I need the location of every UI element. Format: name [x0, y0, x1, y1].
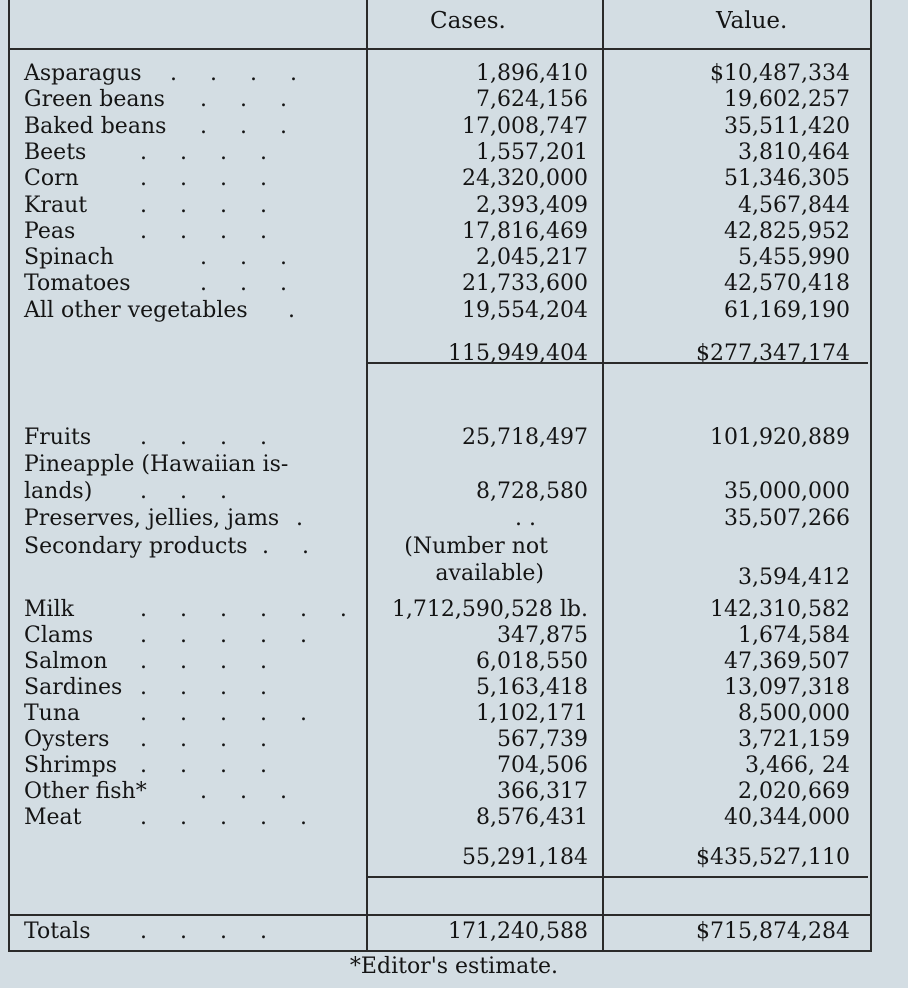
cases-cell: 7,624,156 [476, 87, 588, 112]
row-label: Fruits [24, 425, 92, 450]
leader-dots: . . . . [140, 425, 267, 450]
leader-dots: . . . [200, 245, 287, 270]
cases-cell: 2,393,409 [476, 193, 588, 218]
value-cell: $10,487,334 [710, 61, 850, 86]
value-cell: 42,825,952 [724, 219, 850, 244]
cases-cell: 17,816,469 [462, 219, 588, 244]
row-label: Shrimps [24, 753, 118, 778]
row-label: Kraut [24, 193, 88, 218]
value-cell: 61,169,190 [724, 298, 850, 323]
leader-dots: . . . . [140, 675, 267, 700]
row-label: lands) [24, 479, 93, 504]
footnote: *Editor's estimate. [349, 954, 559, 979]
cases-cell: 55,291,184 [462, 845, 588, 870]
vegetable-row [0, 270, 870, 298]
row-label: Corn [24, 166, 79, 191]
value-cell: 3,810,464 [738, 140, 850, 165]
value-cell: 19,602,257 [724, 87, 850, 112]
value-cell: 142,310,582 [710, 597, 850, 622]
others-subtotal-row [0, 844, 870, 872]
row-label: Beets [24, 140, 87, 165]
vegetable-row [0, 113, 870, 141]
cases-cell: 704,506 [497, 753, 588, 778]
row-label: Baked beans [24, 114, 167, 139]
cases-cell: 115,949,404 [448, 341, 588, 366]
vegetable-row [0, 297, 870, 325]
header-rule [8, 48, 870, 50]
leader-dots: . . . [200, 271, 287, 296]
row-label: Asparagus [24, 61, 142, 86]
row-label: Spinach [24, 245, 114, 270]
value-cell: 42,570,418 [724, 271, 850, 296]
leader-dots: . . . . . [140, 805, 307, 830]
value-cell: 3,721,159 [738, 727, 850, 752]
vegetable-row [0, 165, 870, 193]
row-label: Peas [24, 219, 76, 244]
leader-dots: . . . . [140, 140, 267, 165]
cases-cell: 24,320,000 [462, 166, 588, 191]
row-label: Tuna [24, 701, 81, 726]
other-product-row [0, 505, 870, 533]
other-product-row [0, 648, 870, 676]
other-product-row [0, 726, 870, 754]
leader-dots: . . . . [140, 193, 267, 218]
other-product-row [0, 596, 870, 624]
cases-cell: 5,163,418 [476, 675, 588, 700]
row-label: Oysters [24, 727, 110, 752]
value-cell: 8,500,000 [738, 701, 850, 726]
cases-cell: (Number not [404, 534, 548, 559]
row-label: Green beans [24, 87, 165, 112]
cases-cell: . . [515, 506, 536, 531]
vegetable-row [0, 244, 870, 272]
row-label: Other fish* [24, 779, 147, 804]
others-subtotal-rule-cases [366, 876, 602, 878]
leader-dots: . . . . [140, 649, 267, 674]
row-label: Sardines [24, 675, 123, 700]
other-product-row [0, 700, 870, 728]
cases-cell: 19,554,204 [462, 298, 588, 323]
leader-dots: . . . . . . [140, 597, 347, 622]
other-product-row [0, 804, 870, 832]
value-cell: 13,097,318 [724, 675, 850, 700]
other-product-row [0, 778, 870, 806]
leader-dots: . . . [200, 114, 287, 139]
leader-dots: . . . . . [140, 701, 307, 726]
value-cell: 2,020,669 [738, 779, 850, 804]
row-label: Clams [24, 623, 94, 648]
cases-cell: available) [435, 561, 544, 586]
row-label: Totals [24, 919, 91, 944]
leader-dots: . . . [200, 779, 287, 804]
other-product-row-cont [0, 564, 870, 592]
value-cell: 51,346,305 [724, 166, 850, 191]
value-cell: 4,567,844 [738, 193, 850, 218]
row-label: Salmon [24, 649, 108, 674]
cases-cell: 8,576,431 [476, 805, 588, 830]
cases-cell: 25,718,497 [462, 425, 588, 450]
row-label: Tomatoes [24, 271, 131, 296]
row-label: Preserves, jellies, jams [24, 506, 280, 531]
other-product-row [0, 674, 870, 702]
leader-dots: . . . . [140, 219, 267, 244]
veg-subtotal-rule-cases [366, 362, 602, 364]
row-label: Pineapple (Hawaiian is- [24, 452, 289, 477]
cases-cell: 2,045,217 [476, 245, 588, 270]
leader-dots: . . . . . [140, 623, 307, 648]
row-label: All other vegetables [24, 298, 248, 323]
other-product-row [0, 622, 870, 650]
vegetable-row [0, 139, 870, 167]
others-subtotal-rule-value [602, 876, 868, 878]
vegetable-row [0, 60, 870, 88]
leader-dots: . [288, 298, 295, 323]
cases-cell: 6,018,550 [476, 649, 588, 674]
other-product-row [0, 451, 870, 479]
cases-cell: 1,557,201 [476, 140, 588, 165]
other-product-row [0, 424, 870, 452]
value-cell: 35,507,266 [724, 506, 850, 531]
totals-rule [8, 914, 870, 916]
leader-dots: . . . . [140, 753, 267, 778]
value-cell: 40,344,000 [724, 805, 850, 830]
other-product-row [0, 752, 870, 780]
cases-cell: 8,728,580 [476, 479, 588, 504]
cases-cell: 567,739 [497, 727, 588, 752]
value-cell: $277,347,174 [696, 341, 850, 366]
cases-cell: 171,240,588 [448, 919, 588, 944]
cases-cell: 17,008,747 [462, 114, 588, 139]
leader-dots: . . . [140, 479, 227, 504]
veg-subtotal-rule-value [602, 362, 868, 364]
leader-dots: . [296, 506, 303, 531]
cases-cell: 1,712,590,528 lb. [391, 597, 588, 622]
leader-dots: . . . [200, 87, 287, 112]
value-cell: 3,594,412 [738, 565, 850, 590]
header-value: Value. [716, 8, 788, 34]
header-cases: Cases. [430, 8, 506, 34]
cases-cell: 347,875 [497, 623, 588, 648]
row-label: Meat [24, 805, 82, 830]
leader-dots: . . . . [170, 61, 297, 86]
vegetable-row [0, 192, 870, 220]
vegetable-row [0, 86, 870, 114]
value-cell: 47,369,507 [724, 649, 850, 674]
value-cell: 1,674,584 [738, 623, 850, 648]
row-label: Secondary products [24, 534, 248, 559]
leader-dots: . . . . [140, 166, 267, 191]
row-label: Milk [24, 597, 74, 622]
value-cell: 5,455,990 [738, 245, 850, 270]
leader-dots: . . [262, 534, 309, 559]
leader-dots: . . . . [140, 727, 267, 752]
other-product-row-cont [0, 478, 870, 506]
cases-cell: 1,896,410 [476, 61, 588, 86]
cases-cell: 21,733,600 [462, 271, 588, 296]
value-cell: 101,920,889 [710, 425, 850, 450]
leader-dots: . . . . [140, 919, 267, 944]
cases-cell: 1,102,171 [476, 701, 588, 726]
value-cell: $715,874,284 [696, 919, 850, 944]
value-cell: 3,466, 24 [745, 753, 850, 778]
vegetable-row [0, 218, 870, 246]
value-cell: 35,000,000 [724, 479, 850, 504]
value-cell: 35,511,420 [724, 114, 850, 139]
other-product-row [0, 533, 870, 561]
value-cell: $435,527,110 [696, 845, 850, 870]
totals-row [0, 918, 870, 946]
cases-cell: 366,317 [497, 779, 588, 804]
